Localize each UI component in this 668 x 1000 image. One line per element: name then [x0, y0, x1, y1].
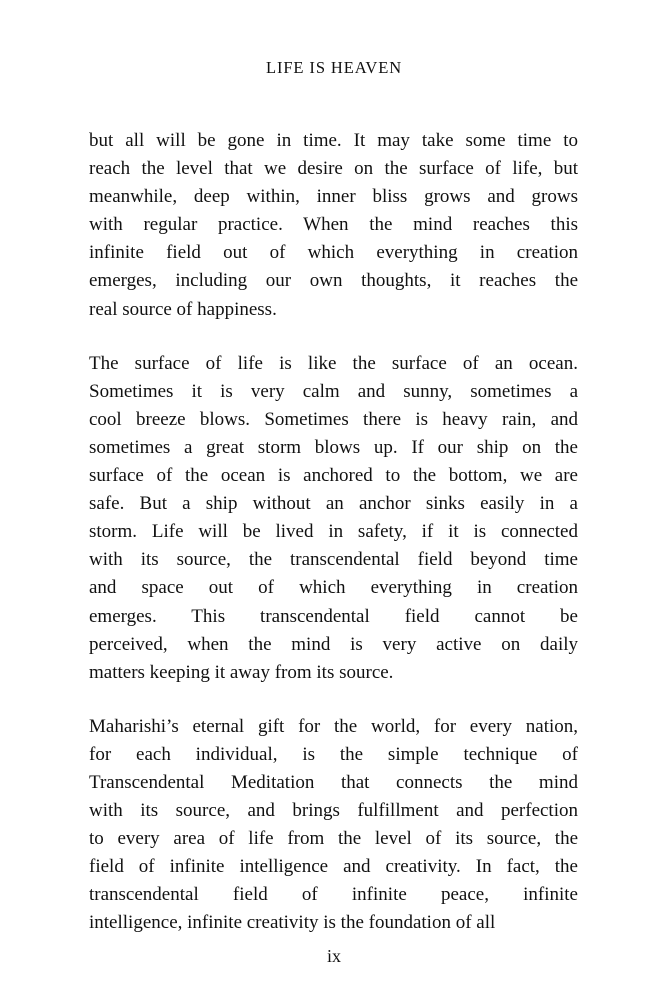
- page-number: ix: [326, 946, 341, 966]
- text-line: with regular practice. When the mind reaches this: [89, 214, 578, 236]
- text-line: with its source, and brings fulfillment and perfection: [89, 800, 578, 822]
- text-line: but all will be gone in time. It may take some time to: [89, 130, 578, 151]
- text-line: infinite field out of which everything in creation: [89, 242, 578, 264]
- text-line: field of infinite intelligence and creativity. In fact, the: [89, 856, 578, 878]
- paragraph-1: [89, 127, 578, 324]
- text-line: meanwhile, deep within, inner bliss grows and grows: [89, 186, 578, 208]
- text-line: safe. But a ship without an anchor sinks easily in a: [89, 493, 578, 515]
- text-line: perceived, when the mind is very active on daily: [89, 633, 578, 655]
- text-line: cool breeze blows. Sometimes there is heavy rain, and: [89, 408, 578, 430]
- running-head: LIFE IS HEAVEN: [265, 58, 403, 77]
- text-line: surface of the ocean is anchored to the bottom, we are: [89, 465, 578, 487]
- text-line: and space out of which everything in creation: [89, 577, 578, 599]
- paragraph-2: [89, 350, 578, 687]
- text-line: Maharishi’s eternal gift for the world, for every nation,: [89, 715, 578, 737]
- text-line: with its source, the transcendental field beyond time: [89, 549, 578, 571]
- text-line: Sometimes it is very calm and sunny, sometimes a: [89, 380, 578, 402]
- text-line: matters keeping it away from its source.: [89, 661, 394, 683]
- text-line: to every area of life from the level of its source, the: [89, 828, 578, 850]
- text-line: reach the level that we desire on the surface of life, but: [89, 158, 578, 180]
- text-line: storm. Life will be lived in safety, if it is connected: [89, 521, 578, 543]
- text-line: intelligence, infinite creativity is the foundation of all: [89, 912, 496, 934]
- text-line: emerges. This transcendental field cannot be: [89, 605, 578, 627]
- text-line: for each individual, is the simple technique of: [89, 743, 578, 765]
- paragraph-3: [89, 713, 578, 938]
- text-line: Transcendental Meditation that connects the mind: [89, 771, 578, 793]
- text-line: emerges, including our own thoughts, it reaches the: [89, 270, 578, 292]
- text-line: transcendental field of infinite peace, infinite: [89, 884, 578, 906]
- text-line: sometimes a great storm blows up. If our ship on the: [89, 436, 578, 458]
- text-line: The surface of life is like the surface of an ocean.: [89, 352, 578, 374]
- text-line: real source of happiness.: [89, 298, 277, 320]
- body-text: [89, 127, 578, 938]
